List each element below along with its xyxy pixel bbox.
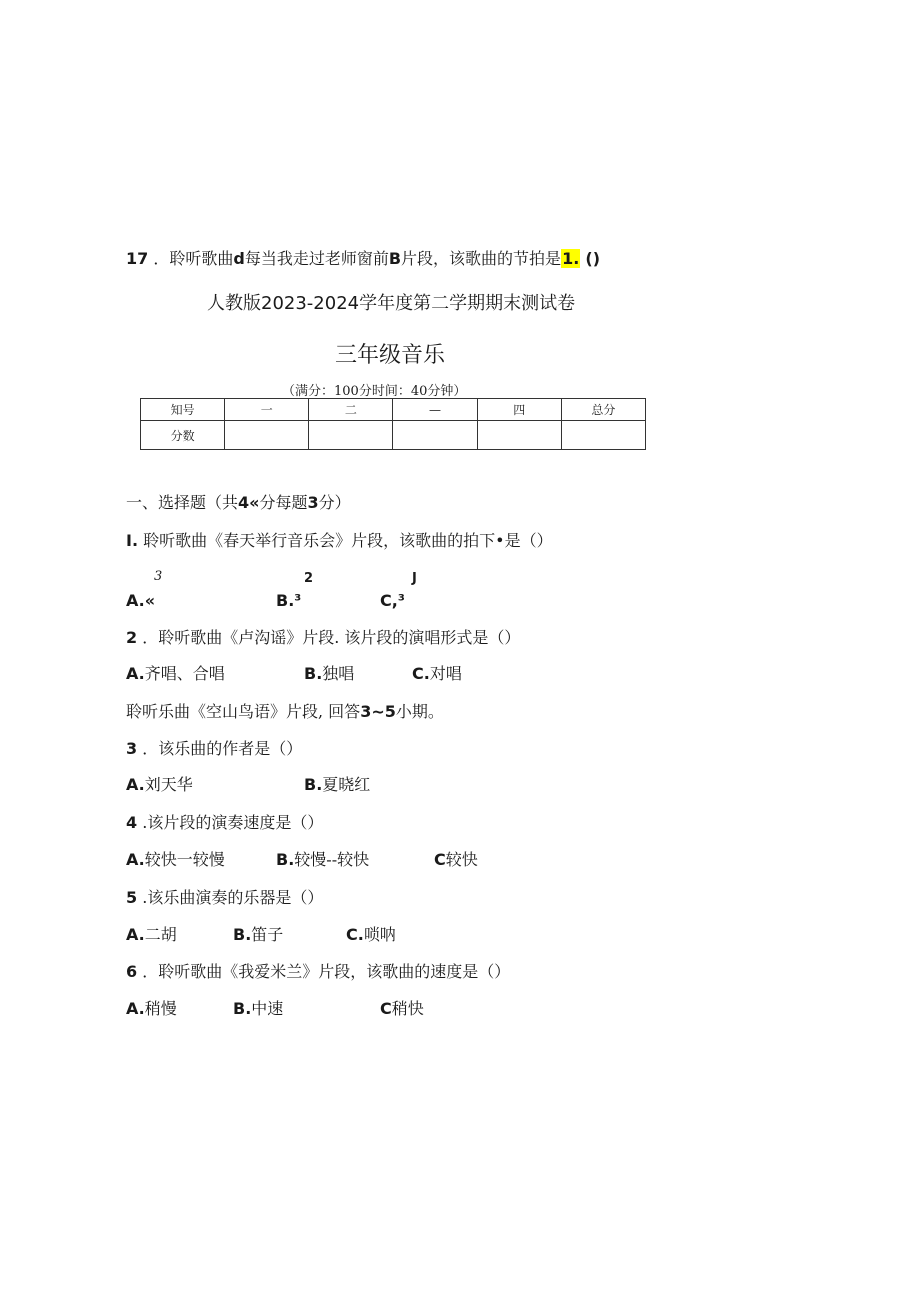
question-text: 片段，该歌曲的节拍是 xyxy=(401,249,562,268)
score-table-row-label: 分数 xyxy=(141,421,225,450)
exam-subject: 三年级音乐 xyxy=(335,343,446,368)
score-table-header-cell: 二 xyxy=(309,399,393,421)
option-a[interactable] xyxy=(126,774,193,796)
question-text: .该片段的演奏速度是（） xyxy=(142,813,324,832)
score-table-header-cell: 四 xyxy=(477,399,561,421)
highlighted-text: 1. xyxy=(562,249,580,268)
question-1 xyxy=(126,530,553,552)
score-cell xyxy=(225,421,309,450)
option-b[interactable]: B.³ xyxy=(276,591,302,610)
question-17 xyxy=(126,248,600,270)
option-b[interactable] xyxy=(276,849,369,871)
option-text: 稍快 xyxy=(391,999,424,1018)
option-text: 稍慢 xyxy=(144,999,177,1018)
score-table-header-cell: 知号 xyxy=(141,399,225,421)
question-number: I. xyxy=(126,531,139,550)
option-a[interactable] xyxy=(126,924,177,946)
question-number: 3 xyxy=(126,739,138,758)
option-label: B. xyxy=(304,775,323,794)
answer-paren: () xyxy=(585,249,600,268)
score-table xyxy=(140,398,646,450)
question-5 xyxy=(126,887,323,909)
option-text: 独唱 xyxy=(322,664,355,683)
question-number: 4 xyxy=(126,813,138,832)
question-number: 5 xyxy=(126,888,138,907)
option-text: 二胡 xyxy=(144,925,177,944)
question-6 xyxy=(126,961,510,983)
section-title-text: 一、选择题（共 xyxy=(126,493,239,512)
option-label: C. xyxy=(346,925,364,944)
score-cell xyxy=(393,421,477,450)
question-text: ．聆听歌曲《我爱米兰》片段，该歌曲的速度是（） xyxy=(142,962,511,981)
score-cell xyxy=(477,421,561,450)
option-label: B. xyxy=(233,999,252,1018)
question-2 xyxy=(126,627,520,649)
option-b[interactable] xyxy=(233,924,283,946)
question-text: 聆听歌曲《春天举行音乐会》片段，该歌曲的拍下•是（） xyxy=(143,531,553,550)
option-a[interactable]: A.« xyxy=(126,591,156,610)
option-label: A. xyxy=(126,664,145,683)
option-c[interactable] xyxy=(380,998,424,1020)
question-4 xyxy=(126,812,323,834)
time-signature-a: 3 xyxy=(154,569,163,584)
option-text: 刘天华 xyxy=(144,775,193,794)
option-label: A. xyxy=(126,775,145,794)
option-text: 齐唱、合唱 xyxy=(144,664,225,683)
option-label: B. xyxy=(233,925,252,944)
section-title-bold: 3 xyxy=(307,493,319,512)
question-text: ．该乐曲的作者是（） xyxy=(142,739,303,758)
option-label: B. xyxy=(304,664,323,683)
option-c[interactable] xyxy=(412,663,462,685)
question-3 xyxy=(126,738,302,760)
option-b[interactable] xyxy=(304,663,354,685)
option-text: 唢呐 xyxy=(363,925,396,944)
option-label: C xyxy=(434,850,446,869)
question-text: ．聆听歌曲《卢沟谣》片段. 该片段的演唱形式是（） xyxy=(142,628,521,647)
option-label: C. xyxy=(412,664,430,683)
question-text: .该乐曲演奏的乐器是（） xyxy=(142,888,324,907)
time-signature-b: 2 xyxy=(304,571,314,586)
section-title xyxy=(126,492,351,514)
option-text: 夏晓红 xyxy=(322,775,371,794)
option-text: 较快 xyxy=(445,850,478,869)
option-b[interactable] xyxy=(304,774,370,796)
option-label: C xyxy=(380,999,392,1018)
option-text: 笛子 xyxy=(251,925,284,944)
option-c[interactable] xyxy=(346,924,396,946)
score-table-header-cell: — xyxy=(393,399,477,421)
exam-title: 人教版2023-2024学年度第二学期期末测试卷 xyxy=(207,293,576,314)
question-text-mark: B xyxy=(388,249,402,268)
intro-text: 聆听乐曲《空山鸟语》片段, 回答 xyxy=(126,702,361,721)
option-label: A. xyxy=(126,999,145,1018)
option-text: 中速 xyxy=(251,999,284,1018)
option-text: 对唱 xyxy=(429,664,462,683)
group-intro xyxy=(126,701,444,723)
question-number: 17 xyxy=(126,249,149,268)
option-text: 较慢--较快 xyxy=(294,850,370,869)
section-title-text: 分每题 xyxy=(259,493,308,512)
question-number: 2 xyxy=(126,628,138,647)
section-title-text: 分） xyxy=(318,493,351,512)
score-cell xyxy=(309,421,393,450)
score-table-header-cell: 一 xyxy=(225,399,309,421)
score-cell xyxy=(561,421,645,450)
intro-bold: 3~5 xyxy=(360,702,396,721)
option-label: A. xyxy=(126,925,145,944)
option-a[interactable] xyxy=(126,998,177,1020)
question-text-mark: d xyxy=(233,249,245,268)
option-a[interactable] xyxy=(126,663,225,685)
option-b[interactable] xyxy=(233,998,283,1020)
option-a[interactable] xyxy=(126,849,225,871)
section-title-bold: 4« xyxy=(238,493,260,512)
exam-subtitle: （满分：100分时间：40分钟） xyxy=(282,384,467,399)
option-label: A. xyxy=(126,850,145,869)
question-text: 每当我走过老师窗前 xyxy=(244,249,389,268)
time-signature-c: J xyxy=(412,571,417,586)
option-c[interactable]: C,³ xyxy=(380,591,405,610)
question-text: ．聆听歌曲 xyxy=(153,249,234,268)
question-number: 6 xyxy=(126,962,138,981)
option-text: 较快一较慢 xyxy=(144,850,225,869)
intro-text: 小期。 xyxy=(395,702,444,721)
option-label: B. xyxy=(276,850,295,869)
score-table-header-cell: 总分 xyxy=(561,399,645,421)
option-c[interactable] xyxy=(434,849,478,871)
